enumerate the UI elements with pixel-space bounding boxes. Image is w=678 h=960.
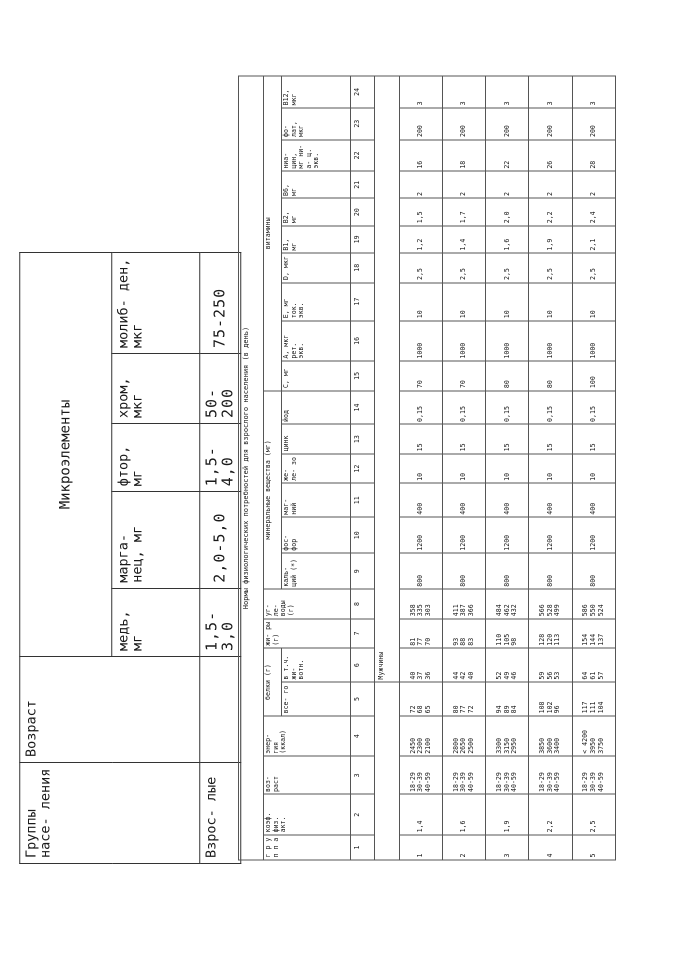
folate-cell: 200 xyxy=(486,107,529,139)
age-header: Возраст xyxy=(20,657,200,763)
ages-value: 30-39 xyxy=(459,771,468,792)
fe-cell: 10 xyxy=(529,453,572,482)
e-cell: 10 xyxy=(486,282,529,320)
group-cell: 5 xyxy=(572,834,615,859)
e-cell: 10 xyxy=(572,282,615,320)
fats-value: 113 xyxy=(553,633,562,646)
fats-value: 154 xyxy=(581,633,590,646)
protein-value: 102 xyxy=(545,700,554,713)
ages-value: 18-29 xyxy=(451,771,460,792)
zinc-header: цинк xyxy=(282,424,351,453)
carbs-value: 366 xyxy=(466,603,475,616)
protein-value: 96 xyxy=(553,704,562,713)
energy-value: 2450 xyxy=(408,737,417,754)
ages-value: 40-59 xyxy=(553,771,562,792)
ages-value: 18-29 xyxy=(494,771,503,792)
fluorine-value: 1,5-4,0 xyxy=(200,424,241,492)
carbs-value: 586 xyxy=(581,603,590,616)
nutrition-norms-table-container xyxy=(238,75,616,860)
column-number: 20 xyxy=(350,198,374,225)
animal-value: 42 xyxy=(459,671,468,680)
microelements-table xyxy=(19,252,241,864)
b12-cell: 3 xyxy=(529,76,572,108)
fats-value: 77 xyxy=(416,637,425,646)
animal-value: 46 xyxy=(510,671,519,680)
ca-cell: 800 xyxy=(529,553,572,589)
carbs-cell xyxy=(529,589,572,618)
energy-value: 2800 xyxy=(451,737,460,754)
carbs-cell xyxy=(399,589,442,618)
table-row xyxy=(399,76,442,860)
i-cell: 0,15 xyxy=(529,390,572,424)
phosphorus-header: фос- фор xyxy=(282,517,351,553)
animal-value: 64 xyxy=(581,671,590,680)
carbs-value: 499 xyxy=(553,603,562,616)
column-number: 2 xyxy=(350,794,374,834)
fats-value: 105 xyxy=(502,633,511,646)
e-cell: 10 xyxy=(529,282,572,320)
animal-cell xyxy=(572,648,615,682)
protein-animal-header: в т.ч. жи- вотн. xyxy=(282,648,351,682)
iodine-header: йод xyxy=(282,390,351,424)
folate-header: фо- лат, мкг xyxy=(282,107,351,139)
zn-cell: 15 xyxy=(572,424,615,453)
fats-header: жи- ры (г) xyxy=(264,618,350,647)
group-cell: Взрос- лые xyxy=(200,763,241,864)
animal-value: 59 xyxy=(538,671,547,680)
energy-value: 2100 xyxy=(423,737,432,754)
b1-cell: 1,9 xyxy=(529,225,572,252)
energy-cell xyxy=(443,715,486,755)
protein-value: 111 xyxy=(589,700,598,713)
groups-header: Группы насе- ления xyxy=(20,763,200,864)
column-number: 21 xyxy=(350,171,374,198)
vit-b1-header: B1, мг xyxy=(282,225,351,252)
protein-value: 72 xyxy=(466,704,475,713)
column-number: 1 xyxy=(350,834,374,859)
ca-cell: 800 xyxy=(399,553,442,589)
b2-cell: 2,0 xyxy=(486,198,529,225)
carbs-value: 566 xyxy=(538,603,547,616)
b6-cell: 2 xyxy=(443,171,486,198)
coef-cell: 1,4 xyxy=(399,794,442,834)
fats-value: 83 xyxy=(466,637,475,646)
animal-cell xyxy=(399,648,442,682)
b12-cell: 3 xyxy=(399,76,442,108)
table-title: Нормы физиологических потребностей для взрослого населения (в день) xyxy=(239,76,264,860)
vit-e-header: E, мг ток. экв. xyxy=(282,282,351,320)
copper-value: 1,5-3,0 xyxy=(200,588,241,656)
column-number: 5 xyxy=(350,682,374,716)
protein-total-header: все- го xyxy=(282,682,351,716)
carbs-cell xyxy=(486,589,529,618)
protein-cell xyxy=(399,682,442,716)
energy-value: 2300 xyxy=(416,737,425,754)
fats-cell xyxy=(399,618,442,647)
i-cell: 0,15 xyxy=(486,390,529,424)
age-cell xyxy=(200,657,241,763)
fats-value: 120 xyxy=(545,633,554,646)
ages-value: 40-59 xyxy=(423,771,432,792)
protein-cell xyxy=(443,682,486,716)
protein-value: 68 xyxy=(416,704,425,713)
energy-header: энер- гия (ккал) xyxy=(264,715,350,755)
zn-cell: 15 xyxy=(399,424,442,453)
protein-cell xyxy=(529,682,572,716)
zn-cell: 15 xyxy=(486,424,529,453)
carbs-value: 432 xyxy=(510,603,519,616)
protein-value: 108 xyxy=(538,700,547,713)
p-cell: 1200 xyxy=(399,517,442,553)
animal-value: 57 xyxy=(596,671,605,680)
mg-cell: 400 xyxy=(529,483,572,517)
carbs-value: 387 xyxy=(459,603,468,616)
fats-cell xyxy=(529,618,572,647)
group-cell: 4 xyxy=(529,834,572,859)
group-cell: 1 xyxy=(399,834,442,859)
ages-cell xyxy=(529,756,572,794)
energy-value: 3600 xyxy=(545,737,554,754)
b12-cell: 3 xyxy=(572,76,615,108)
a-cell: 1000 xyxy=(443,320,486,360)
fats-cell xyxy=(572,618,615,647)
table-row xyxy=(486,76,529,860)
energy-cell xyxy=(486,715,529,755)
group-header: г р у п п а xyxy=(264,834,350,859)
column-number: 17 xyxy=(350,282,374,320)
energy-cell xyxy=(572,715,615,755)
ages-value: 30-39 xyxy=(416,771,425,792)
mg-cell: 400 xyxy=(572,483,615,517)
chromium-value: 50-200 xyxy=(200,354,241,424)
section-men: Мужчины xyxy=(375,76,400,682)
manganese-value: 2,0-5,0 xyxy=(200,492,241,588)
energy-cell xyxy=(399,715,442,755)
e-cell: 10 xyxy=(399,282,442,320)
column-number: 16 xyxy=(350,320,374,360)
carbs-value: 550 xyxy=(589,603,598,616)
microelements-header: Микроэлементы xyxy=(20,253,112,657)
column-number: 19 xyxy=(350,225,374,252)
mg-cell: 400 xyxy=(486,483,529,517)
a-cell: 1000 xyxy=(572,320,615,360)
b6-cell: 2 xyxy=(529,171,572,198)
column-number: 12 xyxy=(350,453,374,482)
proteins-header: белки (г) xyxy=(264,648,282,716)
niacin-cell: 22 xyxy=(486,139,529,171)
iron-header: же- ле- зо xyxy=(282,453,351,482)
fe-cell: 10 xyxy=(399,453,442,482)
coef-cell: 1,6 xyxy=(443,794,486,834)
d-cell: 2,5 xyxy=(529,253,572,282)
nutrition-norms-table xyxy=(238,75,616,860)
niacin-cell: 16 xyxy=(399,139,442,171)
age-header: воз- раст xyxy=(264,756,350,794)
animal-cell xyxy=(529,648,572,682)
minerals-header: минеральные вещества (мг) xyxy=(264,390,282,589)
column-numbers-row xyxy=(350,76,374,860)
column-number: 24 xyxy=(350,76,374,108)
ca-cell: 800 xyxy=(486,553,529,589)
fats-value: 137 xyxy=(596,633,605,646)
protein-value: 80 xyxy=(451,704,460,713)
p-cell: 1200 xyxy=(529,517,572,553)
vit-b6-header: B6, мг xyxy=(282,171,351,198)
energy-value: < 4200 xyxy=(581,729,590,754)
a-cell: 1000 xyxy=(529,320,572,360)
column-number: 18 xyxy=(350,253,374,282)
b6-cell: 2 xyxy=(572,171,615,198)
energy-value: 3950 xyxy=(589,737,598,754)
coef-header: коэф. физ. акт. xyxy=(264,794,350,834)
column-number: 6 xyxy=(350,648,374,682)
table-row xyxy=(572,76,615,860)
folate-cell: 200 xyxy=(572,107,615,139)
protein-value: 72 xyxy=(408,704,417,713)
vit-d-header: D, мкг xyxy=(282,253,351,282)
protein-cell xyxy=(486,682,529,716)
vit-c-header: C, мг xyxy=(282,361,351,390)
column-number: 13 xyxy=(350,424,374,453)
ca-cell: 800 xyxy=(572,553,615,589)
group-cell: 2 xyxy=(443,834,486,859)
niacin-header: ниа- цин, мг ни- а- ц. экв. xyxy=(282,139,351,171)
niacin-cell: 26 xyxy=(529,139,572,171)
protein-value: 84 xyxy=(510,704,519,713)
animal-value: 44 xyxy=(451,671,460,680)
column-number: 22 xyxy=(350,139,374,171)
vit-b2-header: B2, мг xyxy=(282,198,351,225)
folate-cell: 200 xyxy=(399,107,442,139)
column-number: 14 xyxy=(350,390,374,424)
animal-value: 52 xyxy=(494,671,503,680)
vit-b12-header: B12, мкг xyxy=(282,76,351,108)
vitamins-header: витамины xyxy=(264,76,282,391)
energy-value: 3750 xyxy=(596,737,605,754)
fe-cell: 10 xyxy=(443,453,486,482)
carbs-value: 335 xyxy=(416,603,425,616)
p-cell: 1200 xyxy=(443,517,486,553)
carbs-header: уг- ле- воды (г) xyxy=(264,589,350,618)
mg-cell: 400 xyxy=(443,483,486,517)
column-number: 23 xyxy=(350,107,374,139)
d-cell: 2,5 xyxy=(572,253,615,282)
section-spacer xyxy=(375,682,400,860)
carbs-value: 484 xyxy=(494,603,503,616)
b6-cell: 2 xyxy=(486,171,529,198)
animal-value: 53 xyxy=(553,671,562,680)
protein-value: 104 xyxy=(596,700,605,713)
column-number: 15 xyxy=(350,361,374,390)
fats-value: 81 xyxy=(408,637,417,646)
c-cell: 80 xyxy=(486,361,529,390)
animal-value: 49 xyxy=(502,671,511,680)
carbs-value: 303 xyxy=(423,603,432,616)
animal-value: 36 xyxy=(423,671,432,680)
energy-value: 2500 xyxy=(466,737,475,754)
animal-value: 61 xyxy=(589,671,598,680)
i-cell: 0,15 xyxy=(572,390,615,424)
b12-cell: 3 xyxy=(486,76,529,108)
c-cell: 80 xyxy=(529,361,572,390)
fe-cell: 10 xyxy=(572,453,615,482)
microelements-table-container xyxy=(23,252,236,864)
fats-value: 70 xyxy=(423,637,432,646)
copper-header: медь, мг xyxy=(112,588,200,656)
ca-cell: 800 xyxy=(443,553,486,589)
coef-cell: 2,2 xyxy=(529,794,572,834)
ages-cell xyxy=(572,756,615,794)
energy-value: 3400 xyxy=(553,737,562,754)
b2-cell: 1,7 xyxy=(443,198,486,225)
column-number: 9 xyxy=(350,553,374,589)
molybdenum-value: 75-250 xyxy=(200,253,241,354)
fe-cell: 10 xyxy=(486,453,529,482)
energy-value: 3150 xyxy=(502,737,511,754)
fats-cell xyxy=(443,618,486,647)
vit-a-header: A, мкг рет. экв. xyxy=(282,320,351,360)
table-row xyxy=(443,76,486,860)
ages-value: 18-29 xyxy=(408,771,417,792)
calcium-header: каль- ций (*) xyxy=(282,553,351,589)
carbs-value: 524 xyxy=(596,603,605,616)
animal-cell xyxy=(443,648,486,682)
mg-cell: 400 xyxy=(399,483,442,517)
column-number: 4 xyxy=(350,715,374,755)
e-cell: 10 xyxy=(443,282,486,320)
ages-value: 30-39 xyxy=(545,771,554,792)
energy-value: 3850 xyxy=(538,737,547,754)
b1-cell: 1,6 xyxy=(486,225,529,252)
c-cell: 70 xyxy=(443,361,486,390)
animal-value: 40 xyxy=(408,671,417,680)
column-number: 10 xyxy=(350,517,374,553)
ages-value: 30-39 xyxy=(589,771,598,792)
zn-cell: 15 xyxy=(529,424,572,453)
ages-cell xyxy=(443,756,486,794)
p-cell: 1200 xyxy=(486,517,529,553)
fats-value: 110 xyxy=(494,633,503,646)
column-number: 11 xyxy=(350,483,374,517)
niacin-cell: 28 xyxy=(572,139,615,171)
folate-cell: 200 xyxy=(529,107,572,139)
b2-cell: 1,5 xyxy=(399,198,442,225)
fats-value: 144 xyxy=(589,633,598,646)
b1-cell: 1,2 xyxy=(399,225,442,252)
ages-value: 40-59 xyxy=(596,771,605,792)
animal-cell xyxy=(486,648,529,682)
b6-cell: 2 xyxy=(399,171,442,198)
ages-value: 18-29 xyxy=(581,771,590,792)
protein-cell xyxy=(572,682,615,716)
ages-value: 30-39 xyxy=(502,771,511,792)
niacin-cell: 18 xyxy=(443,139,486,171)
energy-value: 3300 xyxy=(494,737,503,754)
c-cell: 100 xyxy=(572,361,615,390)
carbs-value: 358 xyxy=(408,603,417,616)
protein-value: 77 xyxy=(459,704,468,713)
d-cell: 2,5 xyxy=(399,253,442,282)
ages-cell xyxy=(399,756,442,794)
magnesium-header: маг- ний xyxy=(282,483,351,517)
nutrition-rows xyxy=(399,76,615,860)
animal-value: 40 xyxy=(466,671,475,680)
i-cell: 0,15 xyxy=(443,390,486,424)
protein-value: 89 xyxy=(502,704,511,713)
fats-value: 128 xyxy=(538,633,547,646)
b2-cell: 2,2 xyxy=(529,198,572,225)
carbs-cell xyxy=(443,589,486,618)
a-cell: 1000 xyxy=(486,320,529,360)
energy-cell xyxy=(529,715,572,755)
energy-value: 2950 xyxy=(510,737,519,754)
protein-value: 65 xyxy=(423,704,432,713)
d-cell: 2,5 xyxy=(486,253,529,282)
column-number: 8 xyxy=(350,589,374,618)
b12-cell: 3 xyxy=(443,76,486,108)
coef-cell: 2,5 xyxy=(572,794,615,834)
animal-value: 56 xyxy=(545,671,554,680)
molybdenum-header: молиб- ден, мкг xyxy=(112,253,200,354)
carbs-value: 411 xyxy=(451,603,460,616)
d-cell: 2,5 xyxy=(443,253,486,282)
coef-cell: 1,9 xyxy=(486,794,529,834)
carbs-cell xyxy=(572,589,615,618)
b1-cell: 1,4 xyxy=(443,225,486,252)
a-cell: 1000 xyxy=(399,320,442,360)
fluorine-header: фтор, мг xyxy=(112,424,200,492)
zn-cell: 15 xyxy=(443,424,486,453)
carbs-value: 528 xyxy=(545,603,554,616)
p-cell: 1200 xyxy=(572,517,615,553)
b1-cell: 2,1 xyxy=(572,225,615,252)
ages-value: 40-59 xyxy=(466,771,475,792)
animal-value: 37 xyxy=(416,671,425,680)
b2-cell: 2,4 xyxy=(572,198,615,225)
folate-cell: 200 xyxy=(443,107,486,139)
ages-value: 40-59 xyxy=(510,771,519,792)
c-cell: 70 xyxy=(399,361,442,390)
fats-value: 98 xyxy=(510,637,519,646)
ages-value: 18-29 xyxy=(538,771,547,792)
ages-cell xyxy=(486,756,529,794)
fats-value: 93 xyxy=(451,637,460,646)
fats-value: 88 xyxy=(459,637,468,646)
column-number: 7 xyxy=(350,618,374,647)
fats-cell xyxy=(486,618,529,647)
manganese-header: марга- нец, мг xyxy=(112,492,200,588)
i-cell: 0,15 xyxy=(399,390,442,424)
column-number: 3 xyxy=(350,756,374,794)
group-cell: 3 xyxy=(486,834,529,859)
energy-value: 2650 xyxy=(459,737,468,754)
table-row xyxy=(529,76,572,860)
chromium-header: хром, мкг xyxy=(112,354,200,424)
protein-value: 94 xyxy=(494,704,503,713)
protein-value: 117 xyxy=(581,700,590,713)
carbs-value: 462 xyxy=(502,603,511,616)
